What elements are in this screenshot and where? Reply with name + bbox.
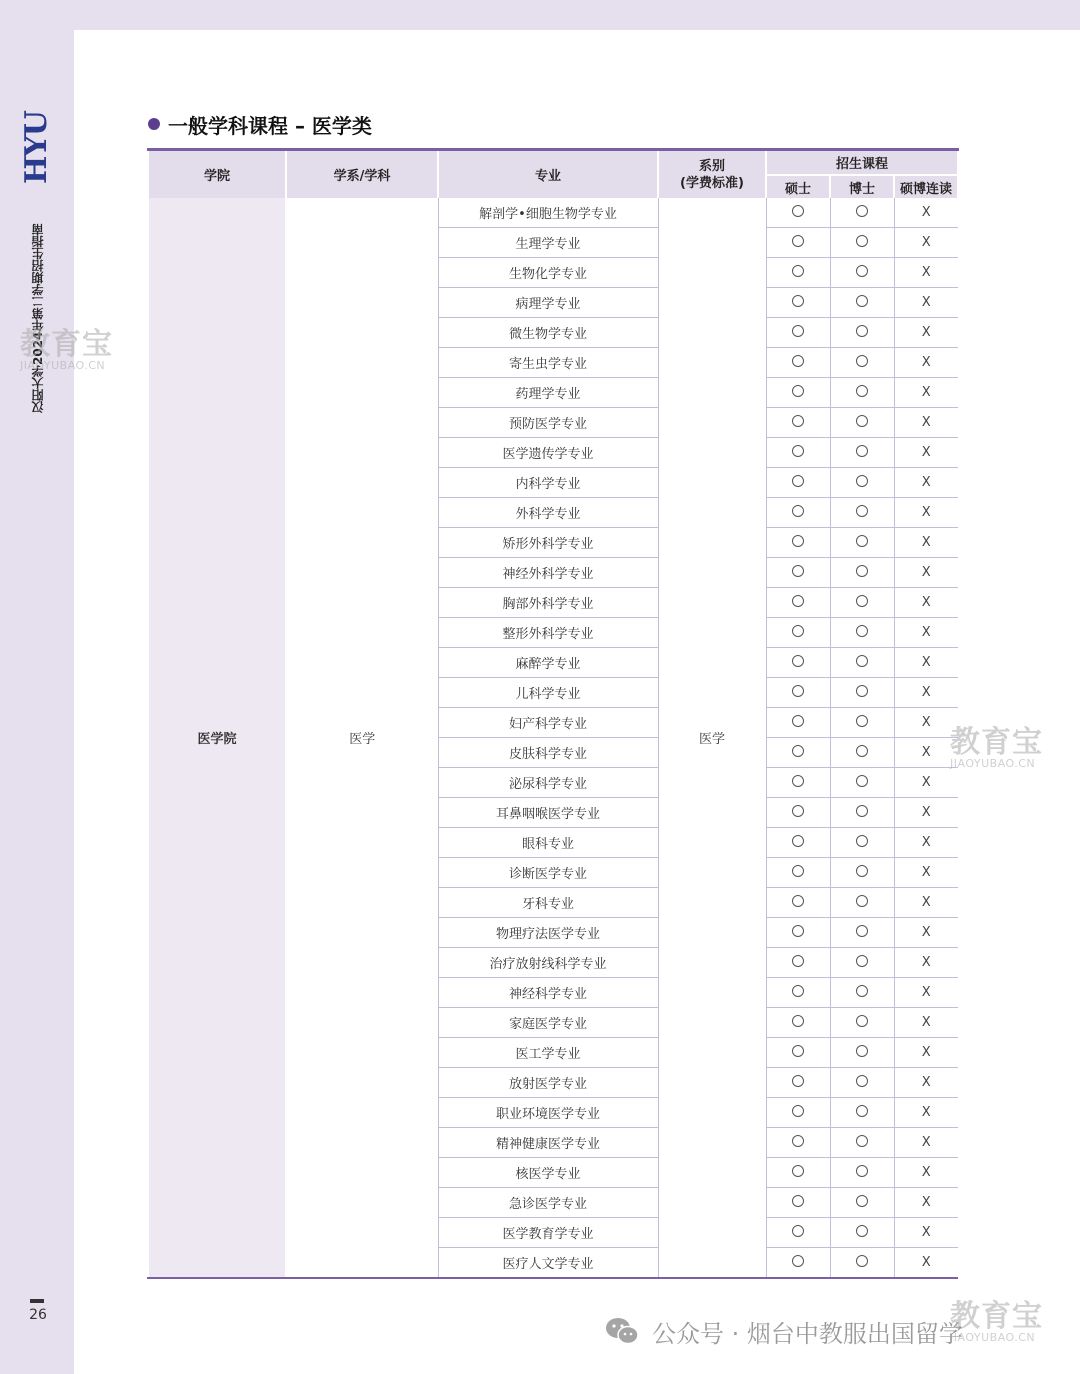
combined-cell: [894, 708, 958, 738]
doctor-cell: [830, 858, 894, 888]
header-college: 学院: [148, 150, 286, 199]
x-mark: X: [921, 535, 931, 550]
major-cell: 神经外科学专业: [438, 558, 658, 588]
doctor-cell: [830, 618, 894, 648]
x-mark: X: [921, 1255, 931, 1270]
doctor-cell: [830, 468, 894, 498]
wechat-icon: [604, 1316, 640, 1346]
circle-icon: [856, 1195, 868, 1207]
master-cell: [766, 468, 830, 498]
major-cell: 诊断医学专业: [438, 858, 658, 888]
combined-cell: [894, 948, 958, 978]
major-cell: 妇产科学专业: [438, 708, 658, 738]
circle-icon: [856, 745, 868, 757]
combined-cell: [894, 528, 958, 558]
x-mark: X: [921, 265, 931, 280]
circle-icon: [792, 745, 804, 757]
circle-icon: [792, 415, 804, 427]
major-cell: 急诊医学专业: [438, 1188, 658, 1218]
doctor-cell: [830, 1218, 894, 1248]
sidebar-title: 汉阳大学2024年第二学期招生指南: [31, 223, 45, 413]
x-mark: X: [921, 1195, 931, 1210]
doctor-cell: [830, 198, 894, 228]
circle-icon: [792, 835, 804, 847]
combined-cell: [894, 618, 958, 648]
master-cell: [766, 678, 830, 708]
doctor-cell: [830, 438, 894, 468]
x-mark: X: [921, 985, 931, 1000]
circle-icon: [856, 895, 868, 907]
header-category: 系别 (学费标准): [658, 150, 766, 199]
combined-cell: [894, 1038, 958, 1068]
combined-cell: [894, 438, 958, 468]
major-cell: 医工学专业: [438, 1038, 658, 1068]
doctor-cell: [830, 978, 894, 1008]
master-cell: [766, 1158, 830, 1188]
doctor-cell: [830, 288, 894, 318]
x-mark: X: [921, 715, 931, 730]
circle-icon: [792, 895, 804, 907]
master-cell: [766, 918, 830, 948]
master-cell: [766, 198, 830, 228]
circle-icon: [792, 655, 804, 667]
master-cell: [766, 978, 830, 1008]
combined-cell: [894, 1128, 958, 1158]
master-cell: [766, 1188, 830, 1218]
circle-icon: [856, 1225, 868, 1237]
master-cell: [766, 378, 830, 408]
circle-icon: [792, 355, 804, 367]
major-cell: 物理疗法医学专业: [438, 918, 658, 948]
major-cell: 核医学专业: [438, 1158, 658, 1188]
header-department: 学系/学科: [286, 150, 438, 199]
circle-icon: [856, 445, 868, 457]
major-cell: 精神健康医学专业: [438, 1128, 658, 1158]
circle-icon: [792, 235, 804, 247]
doctor-cell: [830, 1038, 894, 1068]
major-cell: 麻醉学专业: [438, 648, 658, 678]
master-cell: [766, 1008, 830, 1038]
major-cell: 胸部外科学专业: [438, 588, 658, 618]
master-cell: [766, 228, 830, 258]
circle-icon: [856, 235, 868, 247]
wechat-account-text: 公众号 · 烟台中教服出国留学: [652, 1319, 963, 1348]
doctor-cell: [830, 678, 894, 708]
circle-icon: [792, 685, 804, 697]
combined-cell: [894, 1008, 958, 1038]
department-cell: 医学: [286, 198, 438, 1278]
circle-icon: [792, 445, 804, 457]
circle-icon: [856, 1105, 868, 1117]
header-combined: 硕博连读: [894, 175, 958, 198]
category-cell: 医学: [658, 198, 766, 1278]
circle-icon: [792, 1075, 804, 1087]
x-mark: X: [921, 1105, 931, 1120]
doctor-cell: [830, 768, 894, 798]
doctor-cell: [830, 1128, 894, 1158]
x-mark: X: [921, 625, 931, 640]
doctor-cell: [830, 228, 894, 258]
major-cell: 寄生虫学专业: [438, 348, 658, 378]
combined-cell: [894, 498, 958, 528]
doctor-cell: [830, 1158, 894, 1188]
circle-icon: [792, 865, 804, 877]
doctor-cell: [830, 498, 894, 528]
doctor-cell: [830, 738, 894, 768]
major-cell: 解剖学•细胞生物学专业: [438, 198, 658, 228]
x-mark: X: [921, 1045, 931, 1060]
circle-icon: [856, 1045, 868, 1057]
circle-icon: [792, 715, 804, 727]
doctor-cell: [830, 528, 894, 558]
circle-icon: [856, 505, 868, 517]
major-cell: 医学遗传学专业: [438, 438, 658, 468]
master-cell: [766, 258, 830, 288]
combined-cell: [894, 318, 958, 348]
master-cell: [766, 888, 830, 918]
x-mark: X: [921, 805, 931, 820]
master-cell: [766, 738, 830, 768]
combined-cell: [894, 1158, 958, 1188]
x-mark: X: [921, 1135, 931, 1150]
circle-icon: [856, 1135, 868, 1147]
circle-icon: [856, 955, 868, 967]
combined-cell: [894, 918, 958, 948]
majors-table-body: [148, 198, 958, 1278]
doctor-cell: [830, 828, 894, 858]
doctor-cell: [830, 918, 894, 948]
circle-icon: [792, 475, 804, 487]
x-mark: X: [921, 1165, 931, 1180]
header-programs: 招生课程: [766, 150, 958, 176]
doctor-cell: [830, 258, 894, 288]
x-mark: X: [921, 385, 931, 400]
major-cell: 泌尿科学专业: [438, 768, 658, 798]
watermark: 教育宝 JIAOYUBAO.CN: [950, 1299, 1043, 1344]
combined-cell: [894, 738, 958, 768]
x-mark: X: [921, 775, 931, 790]
x-mark: X: [921, 1015, 931, 1030]
watermark: 教育宝 JIAOYUBAO.CN: [950, 725, 1043, 770]
circle-icon: [856, 805, 868, 817]
master-cell: [766, 828, 830, 858]
circle-icon: [856, 1075, 868, 1087]
circle-icon: [792, 1045, 804, 1057]
major-cell: 预防医学专业: [438, 408, 658, 438]
major-cell: 外科学专业: [438, 498, 658, 528]
combined-cell: [894, 588, 958, 618]
doctor-cell: [830, 558, 894, 588]
circle-icon: [792, 205, 804, 217]
circle-icon: [856, 355, 868, 367]
circle-icon: [792, 625, 804, 637]
circle-icon: [792, 595, 804, 607]
circle-icon: [856, 415, 868, 427]
doctor-cell: [830, 708, 894, 738]
circle-icon: [792, 1195, 804, 1207]
master-cell: [766, 858, 830, 888]
header-major: 专业: [438, 150, 658, 199]
major-cell: 放射医学专业: [438, 1068, 658, 1098]
university-logo: HYU: [19, 111, 54, 184]
combined-cell: [894, 408, 958, 438]
doctor-cell: [830, 1068, 894, 1098]
x-mark: X: [921, 475, 931, 490]
x-mark: X: [921, 955, 931, 970]
master-cell: [766, 768, 830, 798]
major-cell: 药理学专业: [438, 378, 658, 408]
doctor-cell: [830, 318, 894, 348]
doctor-cell: [830, 1008, 894, 1038]
master-cell: [766, 1248, 830, 1279]
combined-cell: [894, 348, 958, 378]
circle-icon: [856, 685, 868, 697]
master-cell: [766, 948, 830, 978]
circle-icon: [792, 535, 804, 547]
combined-cell: [894, 258, 958, 288]
master-cell: [766, 1128, 830, 1158]
x-mark: X: [921, 1075, 931, 1090]
master-cell: [766, 318, 830, 348]
x-mark: X: [921, 325, 931, 340]
circle-icon: [856, 1255, 868, 1267]
combined-cell: [894, 1218, 958, 1248]
circle-icon: [792, 1225, 804, 1237]
circle-icon: [856, 565, 868, 577]
circle-icon: [856, 535, 868, 547]
major-cell: 家庭医学专业: [438, 1008, 658, 1038]
section-heading: [148, 110, 372, 138]
master-cell: [766, 408, 830, 438]
combined-cell: [894, 468, 958, 498]
doctor-cell: [830, 588, 894, 618]
combined-cell: [894, 1068, 958, 1098]
section-title: 一般学科课程 – 医学类: [168, 113, 372, 138]
major-cell: 医疗人文学专业: [438, 1248, 658, 1279]
master-cell: [766, 618, 830, 648]
x-mark: X: [921, 415, 931, 430]
doctor-cell: [830, 648, 894, 678]
major-cell: 整形外科学专业: [438, 618, 658, 648]
major-cell: 神经科学专业: [438, 978, 658, 1008]
circle-icon: [792, 1105, 804, 1117]
doctor-cell: [830, 948, 894, 978]
x-mark: X: [921, 925, 931, 940]
table-row: [148, 198, 958, 228]
circle-icon: [792, 1015, 804, 1027]
circle-icon: [792, 955, 804, 967]
combined-cell: [894, 288, 958, 318]
circle-icon: [792, 805, 804, 817]
combined-cell: [894, 978, 958, 1008]
x-mark: X: [921, 745, 931, 760]
master-cell: [766, 288, 830, 318]
major-cell: 耳鼻咽喉医学专业: [438, 798, 658, 828]
circle-icon: [792, 925, 804, 937]
combined-cell: [894, 558, 958, 588]
master-cell: [766, 498, 830, 528]
circle-icon: [792, 295, 804, 307]
major-cell: 职业环境医学专业: [438, 1098, 658, 1128]
master-cell: [766, 1098, 830, 1128]
x-mark: X: [921, 655, 931, 670]
page-number: 26: [29, 1307, 47, 1323]
master-cell: [766, 1068, 830, 1098]
circle-icon: [792, 325, 804, 337]
college-cell: 医学院: [148, 198, 286, 1278]
x-mark: X: [921, 865, 931, 880]
circle-icon: [792, 505, 804, 517]
x-mark: X: [921, 835, 931, 850]
circle-icon: [856, 715, 868, 727]
x-mark: X: [921, 565, 931, 580]
major-cell: 皮肤科学专业: [438, 738, 658, 768]
circle-icon: [856, 265, 868, 277]
page-number-bar: [30, 1299, 44, 1303]
major-cell: 牙科专业: [438, 888, 658, 918]
circle-icon: [856, 655, 868, 667]
combined-cell: [894, 828, 958, 858]
circle-icon: [792, 775, 804, 787]
circle-icon: [856, 985, 868, 997]
combined-cell: [894, 678, 958, 708]
circle-icon: [856, 835, 868, 847]
majors-table: [147, 148, 959, 1279]
circle-icon: [792, 265, 804, 277]
master-cell: [766, 1218, 830, 1248]
combined-cell: [894, 1248, 958, 1279]
circle-icon: [792, 1255, 804, 1267]
circle-icon: [856, 475, 868, 487]
master-cell: [766, 708, 830, 738]
major-cell: 治疗放射线科学专业: [438, 948, 658, 978]
major-cell: 生物化学专业: [438, 258, 658, 288]
x-mark: X: [921, 505, 931, 520]
circle-icon: [792, 1165, 804, 1177]
doctor-cell: [830, 408, 894, 438]
circle-icon: [792, 565, 804, 577]
combined-cell: [894, 378, 958, 408]
header-doctor: 博士: [830, 175, 894, 198]
doctor-cell: [830, 348, 894, 378]
circle-icon: [856, 775, 868, 787]
circle-icon: [856, 595, 868, 607]
major-cell: 内科学专业: [438, 468, 658, 498]
master-cell: [766, 648, 830, 678]
circle-icon: [856, 325, 868, 337]
major-cell: 儿科学专业: [438, 678, 658, 708]
master-cell: [766, 348, 830, 378]
major-cell: 生理学专业: [438, 228, 658, 258]
master-cell: [766, 528, 830, 558]
header-master: 硕士: [766, 175, 830, 198]
circle-icon: [856, 1015, 868, 1027]
combined-cell: [894, 888, 958, 918]
circle-icon: [792, 985, 804, 997]
combined-cell: [894, 858, 958, 888]
combined-cell: [894, 648, 958, 678]
master-cell: [766, 798, 830, 828]
major-cell: 微生物学专业: [438, 318, 658, 348]
x-mark: X: [921, 235, 931, 250]
x-mark: X: [921, 1225, 931, 1240]
master-cell: [766, 588, 830, 618]
x-mark: X: [921, 685, 931, 700]
wechat-footer: [604, 1314, 963, 1348]
combined-cell: [894, 768, 958, 798]
combined-cell: [894, 1188, 958, 1218]
doctor-cell: [830, 1188, 894, 1218]
x-mark: X: [921, 895, 931, 910]
combined-cell: [894, 1098, 958, 1128]
master-cell: [766, 1038, 830, 1068]
major-cell: 医学教育学专业: [438, 1218, 658, 1248]
master-cell: [766, 438, 830, 468]
major-cell: 矫形外科学专业: [438, 528, 658, 558]
major-cell: 眼科专业: [438, 828, 658, 858]
major-cell: 病理学专业: [438, 288, 658, 318]
master-cell: [766, 558, 830, 588]
x-mark: X: [921, 355, 931, 370]
x-mark: X: [921, 295, 931, 310]
bullet-dot-icon: [148, 118, 160, 130]
combined-cell: [894, 228, 958, 258]
watermark: 教育宝 JIAOYUBAO.CN: [20, 327, 113, 372]
combined-cell: [894, 198, 958, 228]
circle-icon: [856, 625, 868, 637]
circle-icon: [856, 385, 868, 397]
circle-icon: [792, 385, 804, 397]
doctor-cell: [830, 1248, 894, 1279]
doctor-cell: [830, 1098, 894, 1128]
doctor-cell: [830, 888, 894, 918]
circle-icon: [792, 1135, 804, 1147]
x-mark: X: [921, 445, 931, 460]
circle-icon: [856, 925, 868, 937]
doctor-cell: [830, 378, 894, 408]
circle-icon: [856, 295, 868, 307]
doctor-cell: [830, 798, 894, 828]
x-mark: X: [921, 205, 931, 220]
x-mark: X: [921, 595, 931, 610]
circle-icon: [856, 205, 868, 217]
circle-icon: [856, 865, 868, 877]
combined-cell: [894, 798, 958, 828]
circle-icon: [856, 1165, 868, 1177]
